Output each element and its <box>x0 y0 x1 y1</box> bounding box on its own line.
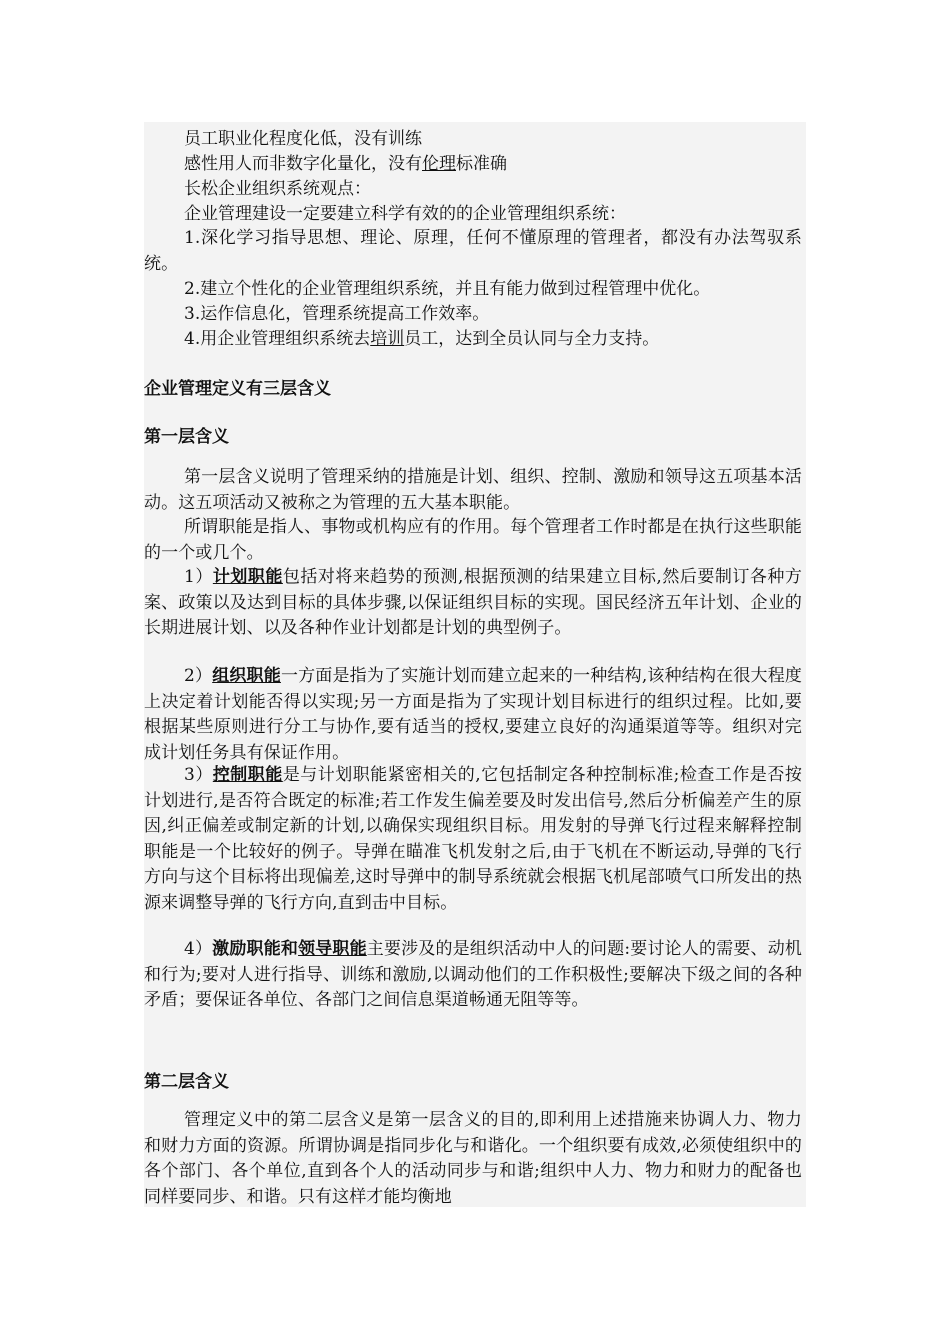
motivating-function-term: 激励职能 <box>212 939 281 959</box>
intro-text: 4.用企业管理组织系统去 <box>184 329 371 349</box>
intro-item-3 <box>184 303 489 325</box>
paragraph-text: 是与计划职能紧密相关的,它包括制定各种控制标准;检查工作是否按计划进行,是否符合既定的标准;若工作发生偏差要及时发出信号,然后分析偏差产生的原因,纠正偏差或制定新的计划,以确保实现组织目标。用发射的导弹飞行过程来解释控制职能是一个比较好的例子。导弹在瞄准飞机发射之后,由于飞机在不断运动,导弹的飞行方向与这个目标将出现偏差,这时导弹中的制导系统就会根据飞机尾部喷气口所发出的热源来调整导弹的飞行方向,直到击中目标。 <box>144 765 802 913</box>
intro-line-2 <box>184 153 507 175</box>
organizing-paragraph <box>144 664 802 766</box>
intro-text: 标准确 <box>456 154 507 174</box>
item-number: 1） <box>184 567 213 587</box>
item-number: 2） <box>184 666 213 686</box>
intro-item-4 <box>184 328 659 350</box>
intro-item-2 <box>184 278 710 300</box>
item-number: 4） <box>184 939 213 959</box>
planning-paragraph <box>144 565 802 642</box>
conjunction: 和 <box>280 939 299 959</box>
ethics-link[interactable]: 伦理 <box>422 154 456 174</box>
planning-function-link[interactable]: 计划职能 <box>212 567 283 587</box>
paragraph-text: 一方面是指为了实施计划而建立起来的一种结构,该种结构在很大程度上决定着计划能否得以实现;另一方面是指为了实现计划目标进行的组织过程。比如,要根据某些原则进行分工与协作,要有适当的授权,要建立良好的沟通渠道等等。组织对完成计划任务具有保证作用。 <box>144 666 802 763</box>
intro-text: 员工职业化程度化低，没有训练 <box>184 129 422 149</box>
layer1-paragraph-1: 第一层含义说明了管理采纳的措施是计划、组织、控制、激励和领导这五项基本活动。这五项活动又被称之为管理的五大基本职能。 <box>144 467 802 513</box>
layer2-paragraph-1: 管理定义中的第二层含义是第一层含义的目的,即利用上述措施来协调人力、物力和财力方面的资源。所谓协调是指同步化与和谐化。一个组织要有成效,必须使组织中的各个部门、各个单位,直到各个人的活动同步与和谐;组织中人力、物力和财力的配备也同样要同步、和谐。只有这样才能均衡地 <box>144 1110 802 1207</box>
intro-line-3 <box>184 178 371 200</box>
intro-text: 长松企业组织系统观点： <box>184 179 371 199</box>
intro-line-4 <box>184 203 626 225</box>
intro-item-1: 1.深化学习指导思想、理论、原理，任何不懂原理的管理者，都没有办法驾驭系统。 <box>144 228 802 274</box>
intro-text: 感性用人而非数字化量化，没有 <box>184 154 422 174</box>
leading-function-link[interactable]: 领导职能 <box>298 939 367 959</box>
motivating-leading-paragraph <box>144 937 802 1014</box>
document-page <box>144 122 806 1207</box>
controlling-function-link[interactable]: 控制职能 <box>212 765 283 785</box>
controlling-paragraph <box>144 763 802 917</box>
intro-text: 企业管理建设一定要建立科学有效的的企业管理组织系统： <box>184 204 626 224</box>
paragraph-text: 包括对将来趋势的预测,根据预测的结果建立目标,然后要制订各种方案、政策以及达到目标的具体步骤,以保证组织目标的实现。国民经济五年计划、企业的长期进展计划、以及各种作业计划都是计划的典型例子。 <box>144 567 802 639</box>
section-heading-main: 企业管理定义有三层含义 <box>144 379 331 399</box>
intro-line-1 <box>184 128 422 150</box>
intro-text: 3.运作信息化，管理系统提高工作效率。 <box>184 304 490 324</box>
intro-text: 2.建立个性化的企业管理组织系统，并且有能力做到过程管理中优化。 <box>184 279 711 299</box>
organizing-function-link[interactable]: 组织职能 <box>212 666 281 686</box>
training-link[interactable]: 培训 <box>370 329 405 349</box>
paragraph-text: 主要涉及的是组织活动中人的问题:要讨论人的需要、动机和行为;要对人进行指导、训练和激励,以调动他们的工作积极性;要解决下级之间的各种矛盾；要保证各单位、各部门之间信息渠道畅通无阻等等。 <box>144 939 802 1011</box>
section-heading-layer-2: 第二层含义 <box>144 1072 229 1092</box>
section-heading-layer-1: 第一层含义 <box>144 427 229 447</box>
layer1-paragraph-2: 所谓职能是指人、事物或机构应有的作用。每个管理者工作时都是在执行这些职能的一个或几个。 <box>144 517 802 563</box>
intro-text: 员工，达到全员认同与全力支持。 <box>404 329 660 349</box>
item-number: 3） <box>184 765 213 785</box>
